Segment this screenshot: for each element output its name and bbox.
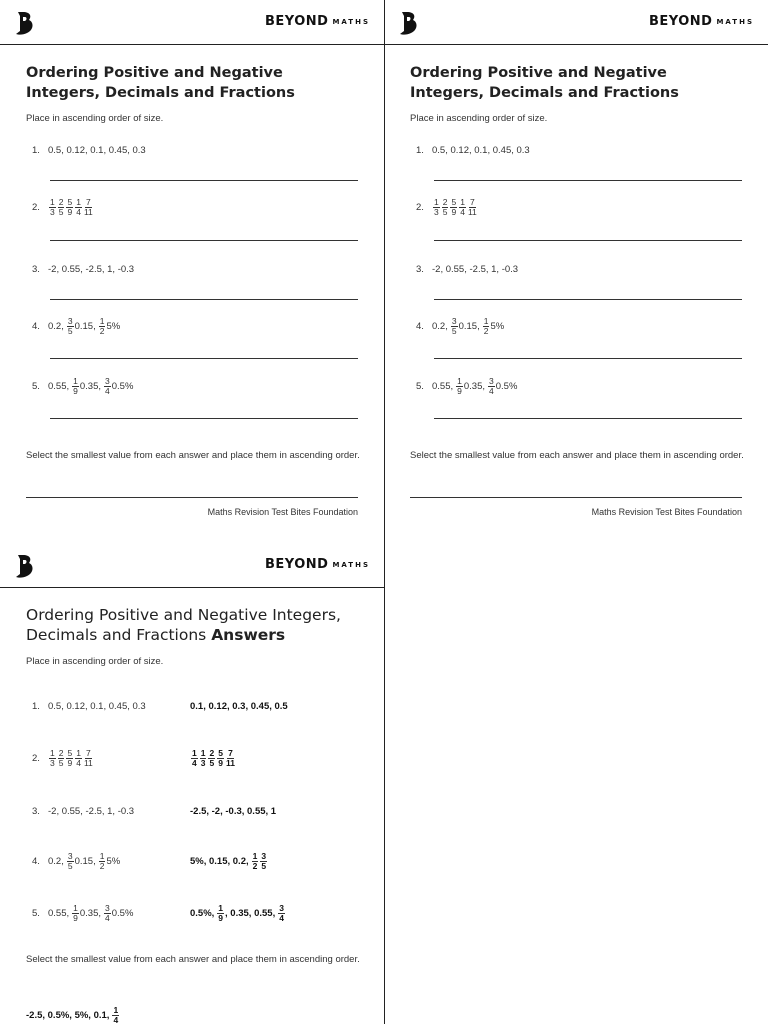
question-number: 3. [32,263,40,275]
fraction-denominator: 5 [58,206,64,217]
fraction-numerator: 2 [58,747,64,758]
brand-logo-icon [398,10,420,41]
question-text-part: 0.15, [458,320,480,332]
brand-wordmark [265,557,370,572]
question-row [32,259,134,279]
answers-title [26,605,356,645]
fraction [75,198,82,217]
brand-name: BEYOND [265,557,329,572]
fraction-numerator: 2 [209,747,215,758]
question-number: 5. [416,380,424,392]
fraction-numerator: 1 [252,850,258,861]
question-row [32,801,134,821]
question-number: 4. [32,855,40,867]
fraction-numerator: 5 [451,196,457,207]
fraction-numerator: 3 [261,850,267,861]
brand-wordmark [649,14,754,29]
answer-line [50,418,358,419]
answer-line [434,418,742,419]
fraction-denominator: 2 [99,325,105,336]
question-row [416,316,506,336]
fraction-numerator: 5 [218,747,223,758]
fraction [84,749,93,768]
fraction-denominator: 9 [218,757,223,768]
answer-row [190,903,286,923]
fraction [433,198,440,217]
fraction-numerator: 1 [99,315,105,326]
fraction-denominator: 4 [76,206,81,217]
fraction-denominator: 9 [67,206,73,217]
answers-title-bold: Answers [211,626,286,644]
question-number: 2. [32,201,40,213]
fraction-denominator: 3 [50,206,55,217]
brand-name: BEYOND [649,14,713,29]
fraction-numerator: 1 [73,902,78,913]
question-text-part: 0.2, [48,320,64,332]
fraction-denominator: 2 [483,325,489,336]
answer-line [50,299,358,300]
fraction-denominator: 11 [83,206,93,217]
fraction [260,852,267,871]
fraction-numerator: 1 [50,196,55,207]
brand-wordmark [265,14,370,29]
question-text-part: 0.2, [48,855,64,867]
fraction-denominator: 4 [105,385,110,396]
question-text-part: 5% [106,855,121,867]
question-text: -2, 0.55, -2.5, 1, -0.3 [432,263,519,275]
question-number: 1. [32,700,40,712]
question-row [32,903,135,923]
question-text-part: 0.5% [111,907,134,919]
fraction [72,377,79,396]
final-answer [26,1005,120,1025]
fraction [456,377,463,396]
question-text-part: 0.15, [74,320,96,332]
question-text-part: 5% [106,320,121,332]
fraction [99,317,106,336]
question-number: 1. [32,144,40,156]
answer-text-part: 0.5%, [190,907,215,919]
fraction [66,749,73,768]
fraction-denominator: 5 [58,757,64,768]
fraction [252,852,259,871]
answers-panel [0,543,384,1024]
fraction-numerator: 1 [460,196,465,207]
worksheet-title: Ordering Positive and Negative Integers, Decimals and Fractions [410,65,679,101]
footer-text: Maths Revision Test Bites Foundation [207,507,358,517]
question-number: 4. [416,320,424,332]
fraction-denominator: 9 [73,912,78,923]
fraction [442,198,449,217]
fraction [200,749,207,768]
fraction-numerator: 3 [489,375,494,386]
answer-text: 0.1, 0.12, 0.3, 0.45, 0.5 [190,700,288,712]
fraction-numerator: 2 [442,196,448,207]
brand-logo-icon [14,553,36,584]
answer-line [434,299,742,300]
fraction [278,904,285,923]
question-text-part: 0.35, [79,907,102,919]
fraction [66,198,73,217]
instruction-text: Place in ascending order of size. [410,113,548,124]
fraction-numerator: 1 [76,747,81,758]
question-row [32,140,146,160]
answer-line [50,358,358,359]
fraction-numerator: 3 [279,902,284,913]
fraction-denominator: 4 [489,385,494,396]
answer-text-part: , 0.35, 0.55, [225,907,276,919]
brand-sub: MATHS [332,561,370,569]
fraction-numerator: 5 [67,747,73,758]
answer-text: -2.5, -2, -0.3, 0.55, 1 [190,805,277,817]
fraction-numerator: 1 [99,850,105,861]
brand-logo-icon [14,10,36,41]
fraction-denominator: 11 [225,757,235,768]
answer-row [190,696,288,716]
fraction [112,1006,119,1025]
fraction-numerator: 7 [85,196,91,207]
answer-row [190,851,268,871]
fraction-numerator: 2 [58,196,64,207]
question-text-part: 0.55, [432,380,454,392]
instruction-text: Place in ascending order of size. [26,113,164,124]
question-row [32,851,122,871]
fraction-numerator: 1 [192,747,197,758]
fraction [58,749,65,768]
brand-sub: MATHS [332,18,370,26]
fraction [72,904,79,923]
fraction-denominator: 2 [252,860,258,871]
fraction-denominator: 4 [192,757,197,768]
fraction-numerator: 1 [76,196,81,207]
instruction-text: Place in ascending order of size. [26,656,164,667]
fraction-denominator: 4 [105,912,110,923]
fraction-numerator: 1 [113,1004,119,1015]
fraction-numerator: 1 [218,902,224,913]
answer-line [434,240,742,241]
question-text: 0.5, 0.12, 0.1, 0.45, 0.3 [48,144,146,156]
fraction-numerator: 3 [451,315,457,326]
fraction-denominator: 4 [76,757,81,768]
final-answer-text: -2.5, 0.5%, 5%, 0.1, [26,1009,110,1021]
question-text-part: 0.55, [48,380,70,392]
question-text-part: 0.35, [79,380,102,392]
fraction-numerator: 1 [73,375,78,386]
question-row [416,376,519,396]
fraction-numerator: 1 [457,375,462,386]
question-row [416,197,478,217]
worksheet-panel-top-left [0,0,384,540]
fraction-numerator: 3 [67,315,73,326]
fraction-numerator: 1 [200,747,206,758]
question-text: -2, 0.55, -2.5, 1, -0.3 [48,805,135,817]
fraction [208,749,215,768]
final-answer-line [410,497,742,498]
fraction-denominator: 3 [50,757,55,768]
fraction-numerator: 7 [469,196,475,207]
question-row [32,376,135,396]
question-number: 3. [416,263,424,275]
fraction-denominator: 9 [457,385,462,396]
select-instruction: Select the smallest value from each answer and place them in ascending order. [26,954,360,965]
fraction-denominator: 9 [451,206,457,217]
fraction [468,198,477,217]
answers-title-text: Ordering Positive and Negative Integers, Decimals and Fractions [26,606,341,644]
fraction-denominator: 5 [261,860,267,871]
fraction-denominator: 9 [218,912,224,923]
question-text-part: 0.2, [432,320,448,332]
question-text-part: 0.55, [48,907,70,919]
fraction [459,198,466,217]
question-number: 2. [416,201,424,213]
fraction-denominator: 3 [434,206,439,217]
fraction-denominator: 5 [209,757,215,768]
question-row [32,748,94,768]
question-row [416,259,518,279]
fraction [67,317,74,336]
answer-row [190,801,276,821]
fraction-denominator: 9 [73,385,78,396]
fraction [99,852,106,871]
fraction [191,749,198,768]
fraction [483,317,490,336]
fraction-numerator: 1 [483,315,489,326]
question-row [32,197,94,217]
answer-line [50,180,358,181]
question-text-part: 0.5% [111,380,134,392]
fraction-numerator: 7 [228,747,233,758]
fraction-denominator: 4 [279,912,284,923]
fraction-denominator: 3 [200,757,206,768]
question-number: 4. [32,320,40,332]
fraction [104,904,111,923]
question-row [416,140,530,160]
fraction-denominator: 4 [460,206,465,217]
question-text-part: 5% [490,320,505,332]
answer-line [434,180,742,181]
question-number: 3. [32,805,40,817]
fraction-numerator: 3 [105,375,110,386]
fraction-denominator: 11 [467,206,477,217]
fraction [84,198,93,217]
fraction-denominator: 5 [67,860,73,871]
fraction-denominator: 5 [442,206,448,217]
answer-line [434,358,742,359]
fraction [75,749,82,768]
select-instruction: Select the smallest value from each answer and place them in ascending order. [410,450,744,461]
question-text-part: 0.35, [463,380,486,392]
brand-sub: MATHS [716,18,754,26]
fraction-numerator: 5 [67,196,73,207]
fraction [217,749,224,768]
footer-text: Maths Revision Test Bites Foundation [591,507,742,517]
worksheet-panel-top-right [384,0,768,540]
question-number: 2. [32,752,40,764]
fraction-denominator: 9 [67,757,73,768]
select-instruction: Select the smallest value from each answer and place them in ascending order. [26,450,360,461]
fraction [104,377,111,396]
question-number: 5. [32,907,40,919]
answer-row [190,748,236,768]
answer-text-part: 5%, 0.15, 0.2, [190,855,249,867]
fraction [49,198,56,217]
fraction [217,904,224,923]
question-text-part: 0.5% [495,380,518,392]
question-number: 1. [416,144,424,156]
answer-line [50,240,358,241]
brand-name: BEYOND [265,14,329,29]
fraction [488,377,495,396]
question-row [32,316,122,336]
fraction [58,198,65,217]
fraction [49,749,56,768]
final-answer-line [26,497,358,498]
fraction [226,749,235,768]
question-text: 0.5, 0.12, 0.1, 0.45, 0.3 [48,700,146,712]
question-row [32,696,146,716]
fraction [451,317,458,336]
fraction-numerator: 1 [50,747,55,758]
fraction-denominator: 11 [83,757,93,768]
fraction-numerator: 1 [434,196,439,207]
fraction [67,852,74,871]
fraction-numerator: 7 [85,747,91,758]
fraction-denominator: 5 [451,325,457,336]
question-text: -2, 0.55, -2.5, 1, -0.3 [48,263,135,275]
question-number: 5. [32,380,40,392]
fraction-denominator: 4 [113,1014,119,1025]
fraction-denominator: 5 [67,325,73,336]
fraction [450,198,457,217]
fraction-denominator: 2 [99,860,105,871]
question-text-part: 0.15, [74,855,96,867]
question-text: 0.5, 0.12, 0.1, 0.45, 0.3 [432,144,530,156]
fraction-numerator: 3 [67,850,73,861]
fraction-numerator: 3 [105,902,110,913]
worksheet-title: Ordering Positive and Negative Integers, Decimals and Fractions [26,65,295,101]
